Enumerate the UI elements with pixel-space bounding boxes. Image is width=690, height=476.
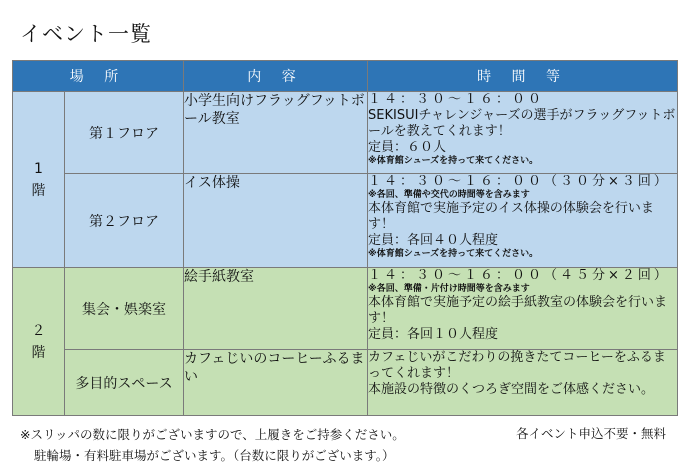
capacity-text: 本施設の特徴のくつろぎ空間をご体感ください。 [368,382,655,397]
event-table [12,60,678,416]
floor-label [13,92,65,268]
room-cell: 多目的スペース [65,350,184,416]
time-cell [368,350,678,416]
page-title: イベント一覧 [20,22,152,46]
content-cell: イス体操 [184,174,368,268]
table-row [13,174,678,268]
free-entry-note: 各イベント申込不要・無料 [515,426,666,441]
table-row [13,350,678,416]
floor-label-text: 1 階 [31,160,46,199]
content-cell: 絵手紙教室 [184,268,368,350]
time-cell [368,174,678,268]
capacity-text: 定員：各回１０人程度 [368,327,499,342]
time-cell [368,268,678,350]
capacity-text: 定員：各回４０人程度 [368,233,499,248]
description-text: 本体育館で実施予定のイス体操の体験会を行います！ [368,201,654,232]
footer-notes [20,424,405,466]
header-content: 内 容 [184,61,368,92]
description-text: 本体育館で実施予定の絵手紙教室の体験会を行います！ [368,295,668,326]
capacity-text: 定員：６０人 [368,140,447,155]
table-row [13,268,678,350]
time-text: １４：３０〜１６：００（４５分×２回） [368,268,670,283]
slipper-note: ※スリッパの数に限りがございますので、上履きをご持参ください。 [20,427,405,442]
description-text: SEKISUIチャレンジャーズの選手がフラッグフットボールを教えてくれます！ [368,108,676,139]
shoe-note: ※体育館シューズを持って来てください。 [368,249,539,259]
room-cell: 第１フロア [65,92,184,174]
content-cell: カフェじいのコーヒーふるまい [184,350,368,416]
time-cell [368,92,678,174]
floor-label [13,268,65,416]
room-cell: 第２フロア [65,174,184,268]
time-text: １４：３０〜１６：００ [368,92,545,107]
header-place: 場 所 [13,61,184,92]
header-time: 時 間 等 [368,61,678,92]
sub-note: ※各回、準備や交代の時間等を含みます [368,190,530,200]
floor-label-text: ２ 階 [31,322,46,361]
table-header-row [13,61,678,92]
content-cell: 小学生向けフラッグフットボール教室 [184,92,368,174]
time-text: １４：３０〜１６：００（３０分×３回） [368,174,670,189]
table-row [13,92,678,174]
parking-note: 駐輪場・有料駐車場がございます。（台数に限りがございます。） [34,448,395,463]
room-cell: 集会・娯楽室 [65,268,184,350]
sub-note: ※各回、準備・片付け時間等を含みます [368,284,530,294]
description-text: カフェじいがこだわりの挽きたてコーヒーをふるまってくれます！ [368,350,666,381]
shoe-note: ※体育館シューズを持って来てください。 [368,156,539,166]
